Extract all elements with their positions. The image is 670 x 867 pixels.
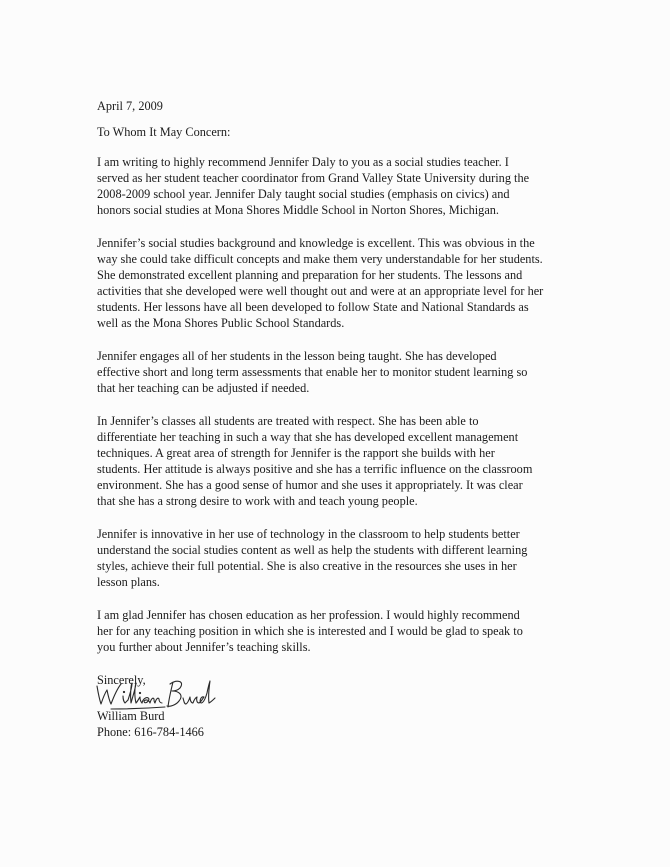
paragraph-line: well as the Mona Shores Public School Standards. [97,316,345,330]
paragraph-line: Jennifer is innovative in her use of technology in the classroom to help students better [97,527,520,541]
paragraph-5 [97,526,575,590]
signer-phone: Phone: 616-784-1466 [97,725,204,739]
paragraph-2 [97,235,575,331]
paragraph-6 [97,607,575,655]
paragraph-line: students. Her lessons have all been developed to follow State and National Standards as [97,300,529,314]
handwritten-signature-icon [91,676,221,716]
paragraph-line: In Jennifer’s classes all students are treated with respect. She has been able to [97,414,479,428]
paragraph-line: that she has a strong desire to work with and teach young people. [97,494,418,508]
closing: Sincerely, [97,673,146,687]
paragraph-line: honors social studies at Mona Shores Middle School in Norton Shores, Michigan. [97,203,500,217]
paragraph-line: understand the social studies content as well as help the students with different learning [97,543,528,557]
paragraph-line: 2008-2009 school year. Jennifer Daly taught social studies (emphasis on civics) and [97,187,510,201]
signature [97,682,575,708]
paragraph-line: I am writing to highly recommend Jennifer Daly to you as a social studies teacher. I [97,155,509,169]
paragraph-line: lesson plans. [97,575,160,589]
signer-name: William Burd [97,709,165,723]
paragraph-line: I am glad Jennifer has chosen education as her profession. I would highly recommend [97,608,520,622]
paragraph-line: served as her student teacher coordinator from Grand Valley State University during the [97,171,530,185]
paragraph-line: techniques. A great area of strength for Jennifer is the rapport she builds with her [97,446,495,460]
letter-body [97,98,575,740]
paragraph-line: her for any teaching position in which she is interested and I would be glad to speak to [97,624,523,638]
letter-date: April 7, 2009 [97,99,163,113]
paragraph-3 [97,348,575,396]
paragraph-line: that her teaching can be adjusted if needed. [97,381,310,395]
paragraph-line: you further about Jennifer’s teaching skills. [97,640,311,654]
paragraph-line: way she could take difficult concepts and make them very understandable for her students. [97,252,543,266]
salutation: To Whom It May Concern: [97,125,231,139]
paragraph-line: students. Her attitude is always positive and she has a terrific influence on the classroom [97,462,533,476]
paragraph-line: differentiate her teaching in such a way that she has developed excellent management [97,430,519,444]
paragraph-line: activities that she developed were well thought out and were at an appropriate level for her [97,284,544,298]
paragraph-1 [97,154,575,218]
paragraph-line: She demonstrated excellent planning and preparation for her students. The lessons and [97,268,523,282]
paragraph-line: environment. She has a good sense of humor and she uses it appropriately. It was clear [97,478,523,492]
paragraph-line: Jennifer engages all of her students in the lesson being taught. She has developed [97,349,497,363]
paragraph-line: Jennifer’s social studies background and knowledge is excellent. This was obvious in the [97,236,535,250]
paragraph-line: effective short and long term assessments that enable her to monitor student learning so [97,365,528,379]
paragraph-4 [97,413,575,509]
paragraph-line: styles, achieve their full potential. She is also creative in the resources she uses in her [97,559,517,573]
